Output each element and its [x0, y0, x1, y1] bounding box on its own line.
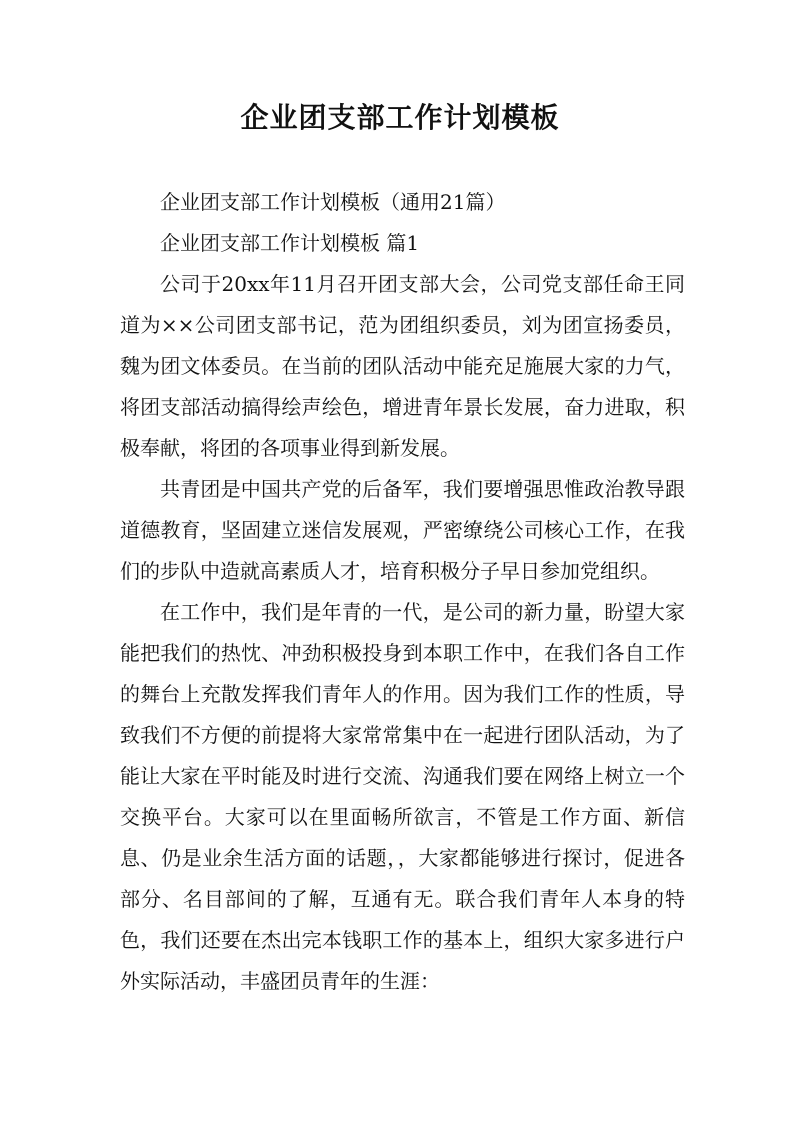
document-subtitle: 企业团支部工作计划模板（通用21篇）: [160, 190, 506, 214]
paragraph-2: 共青团是中国共产党的后备军，我们要增强思惟政治教导跟道德教育，坚固建立迷信发展观，严密缭绕公司核心工作，在我们的步队中造就高素质人才，培育积极分子早日参加党组织。: [120, 477, 685, 583]
document-title: 企业团支部工作计划模板: [240, 101, 560, 134]
section-heading: 企业团支部工作计划模板 篇1: [160, 231, 420, 255]
paragraph-3: 在工作中，我们是年青的一代，是公司的新力量，盼望大家能把我们的热忱、冲劲积极投身到本职工作中，在我们各自工作的舞台上充散发挥我们青年人的作用。因为我们工作的性质，导致我们不方便的前提将大家常常集中在一起进行团队活动，为了能让大家在平时能及时进行交流、沟通我们要在网络上树立一个交换平台。大家可以在里面畅所欲言，不管是工作方面、新信息、仍是业余生活方面的话题，，大家都能够进行探讨，促进各部分、名目部间的了解，互通有无。联合我们青年人本身的特色，我们还要在杰出完本钱职工作的基本上，组织大家多进行户外实际活动，丰盛团员青年的生涯：: [120, 600, 685, 993]
paragraph-1: 公司于20xx年11月召开团支部大会，公司党支部任命王同道为××公司团支部书记，范为团组织委员，刘为团宣扬委员，魏为团文体委员。在当前的团队活动中能充足施展大家的力气，将团支部活动搞得绘声绘色，增进青年景长发展，奋力进取，积极奉献，将团的各项事业得到新发展。: [120, 272, 685, 460]
document-body: [120, 182, 685, 1002]
